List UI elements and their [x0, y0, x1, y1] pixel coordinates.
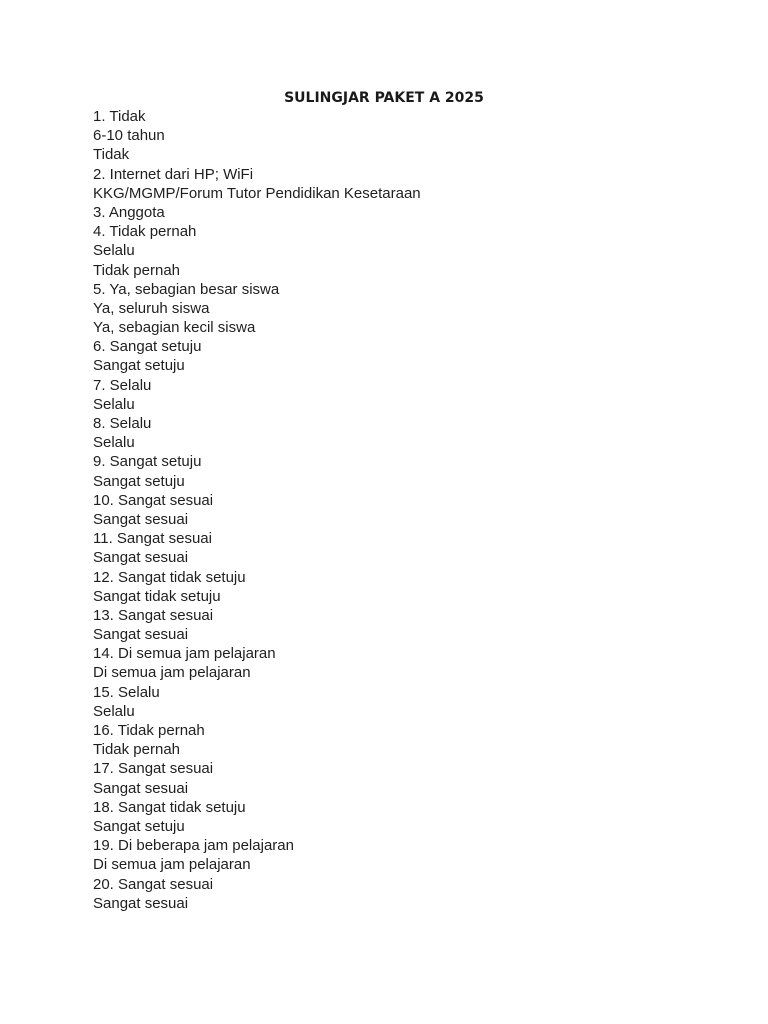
answer-line: 14. Di semua jam pelajaran: [93, 645, 276, 663]
answer-line: Di semua jam pelajaran: [93, 664, 251, 682]
answer-line: Sangat sesuai: [93, 626, 189, 644]
answer-line: 20. Sangat sesuai: [93, 875, 214, 893]
answer-line: 6-10 tahun: [93, 127, 165, 145]
answer-line: Sangat sesuai: [93, 549, 189, 567]
answer-line: Tidak pernah: [93, 261, 180, 279]
answer-line: 2. Internet dari HP; WiFi: [93, 165, 254, 183]
answer-line: Sangat sesuai: [93, 894, 189, 912]
answer-line: Di semua jam pelajaran: [93, 856, 251, 874]
answer-line: Sangat setuju: [93, 357, 185, 375]
answer-line: Sangat setuju: [93, 472, 185, 490]
answer-line: 19. Di beberapa jam pelajaran: [93, 837, 294, 855]
answer-line: Sangat tidak setuju: [93, 587, 221, 605]
answer-line: 11. Sangat sesuai: [93, 530, 212, 548]
answer-line: 3. Anggota: [93, 203, 165, 221]
answer-line: 15. Selalu: [93, 683, 160, 701]
answer-line: Ya, seluruh siswa: [93, 299, 210, 317]
answer-line: 8. Selalu: [93, 415, 152, 432]
answer-line: 16. Tidak pernah: [93, 722, 205, 739]
answer-line: Selalu: [93, 242, 135, 260]
answer-line: 18. Sangat tidak setuju: [93, 798, 246, 816]
answer-line: Selalu: [93, 395, 135, 413]
answer-line: 9. Sangat setuju: [93, 453, 202, 471]
answer-line: 1. Tidak: [93, 108, 146, 125]
answer-line: Tidak: [93, 146, 130, 164]
answer-line: KKG/MGMP/Forum Tutor Pendidikan Kesetaraan: [93, 184, 421, 202]
answer-list: [93, 107, 421, 913]
answer-line: 5. Ya, sebagian besar siswa: [93, 280, 280, 298]
answer-line: 10. Sangat sesuai: [93, 491, 214, 509]
answer-line: Selalu: [93, 434, 135, 452]
answer-line: Selalu: [93, 702, 135, 720]
answer-line: Tidak pernah: [93, 741, 180, 759]
answer-line: Sangat sesuai: [93, 510, 189, 528]
answer-line: Ya, sebagian kecil siswa: [93, 319, 256, 337]
answer-line: Sangat sesuai: [93, 779, 189, 797]
answer-line: 17. Sangat sesuai: [93, 760, 214, 778]
answer-line: 13. Sangat sesuai: [93, 606, 214, 624]
answer-line: 7. Selalu: [93, 376, 152, 394]
answer-line: 12. Sangat tidak setuju: [93, 568, 246, 586]
answer-line: 6. Sangat setuju: [93, 338, 202, 356]
answer-line: Sangat setuju: [93, 817, 185, 835]
answer-line: 4. Tidak pernah: [93, 223, 197, 241]
document-title: SULINGJAR PAKET A 2025: [284, 90, 484, 106]
